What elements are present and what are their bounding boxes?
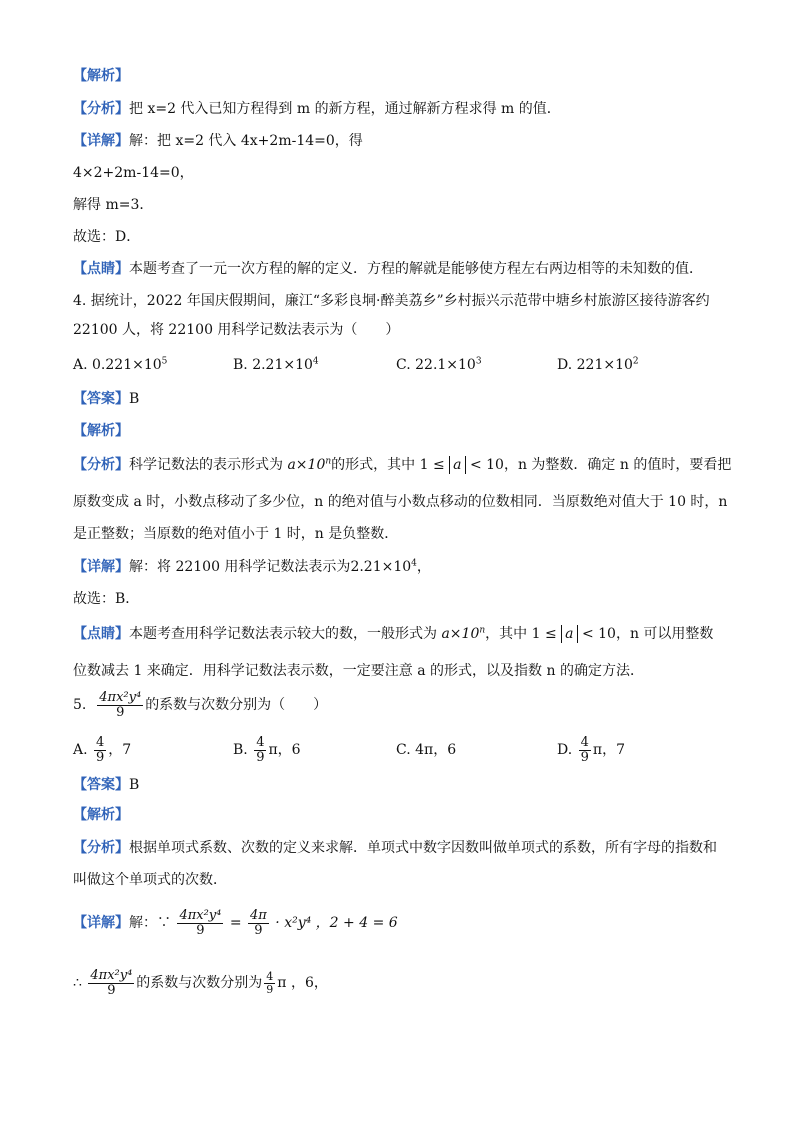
q4-detail: 【详解】解：将 22100 用科学记数法表示为$2.21\times 10^4$， bbox=[73, 558, 431, 575]
q4-stem-line2: 22100 人，将 22100 用科学记数法表示为（ ） bbox=[73, 322, 400, 338]
q5-option-a-fraction: $\frac{4}{9}$ bbox=[96, 734, 105, 765]
q3-detail: 【详解】解：把 x=2 代入 4x+2m-14=0，得 bbox=[73, 133, 363, 149]
q5-detail: 【详解】解：∵ $\frac{\text{4πx²y⁴}}{9}$ = $\frac{4\pi}{9}$ · x²y⁴ ，2 + 4 = 6 bbox=[73, 907, 398, 938]
q4-comment-line2: 位数减去 1 来确定．用科学记数法表示数，一定要注意 a 的形式，以及指数 n 的确定方法． bbox=[73, 663, 644, 679]
q4-stem-line1: 4. 据统计，2022 年国庆假期间，廉江“多彩良垌·醉美荔乡”乡村振兴示范带中塘乡村旅游区接待游客约 bbox=[73, 293, 710, 309]
q5-fenxi-line2: 叫做这个单项式的次数． bbox=[73, 872, 227, 888]
q5-analysis-heading: 【解析】 bbox=[73, 807, 129, 823]
q4-choice: 故选：B． bbox=[73, 591, 140, 607]
q3-step2: 解得 m=3． bbox=[73, 197, 154, 213]
q4-option-b: B. $2.21\times 10^4$ bbox=[233, 356, 319, 373]
q4-fenxi-line3: 是正整数；当原数的绝对值小于 1 时，n 是负整数． bbox=[73, 526, 399, 542]
q4-option-d: D. $221\times 10^2$ bbox=[557, 356, 639, 373]
q5-detail-fraction-1: $\frac{\text{4πx²y⁴}}{9}$ bbox=[179, 907, 222, 938]
q3-fenxi: 【分析】把 x=2 代入已知方程得到 m 的新方程，通过解新方程求得 m 的值． bbox=[73, 101, 561, 117]
q3-choice: 故选：D． bbox=[73, 229, 141, 245]
q4-analysis-heading: 【解析】 bbox=[73, 423, 129, 439]
q5-option-c: C. 4π，6 bbox=[396, 742, 457, 758]
q5-stem: 5. $\frac{\text{4πx²y⁴}}{9}$ 的系数与次数分别为（ ） bbox=[73, 689, 328, 720]
q5-fenxi-line1: 【分析】根据单项式系数、次数的定义来求解．单项式中数字因数叫做单项式的系数，所有字母的指数和 bbox=[73, 840, 717, 856]
q5-answer: 【答案】B bbox=[73, 777, 140, 793]
q5-option-a: A. $\frac{4}{9}$ ，7 bbox=[73, 734, 132, 765]
q5-option-d-fraction: $\frac{4}{9}$ bbox=[580, 734, 589, 765]
q4-answer: 【答案】B bbox=[73, 391, 140, 407]
q5-conclusion: ∴ $\frac{\text{4πx²y⁴}}{9}$ 的系数与次数分别为 $\frac{4}{9}$ π ，6， bbox=[73, 967, 328, 998]
q5-option-b: B. $\frac{4}{9}$ π，6 bbox=[233, 734, 301, 765]
q4-fenxi-line2: 原数变成 a 时，小数点移动了多少位，n 的绝对值与小数点移动的位数相同．当原数绝对值大于 10 时，n bbox=[73, 494, 728, 510]
q3-step1: 4×2+2m-14=0， bbox=[73, 165, 194, 181]
q3-comment: 【点睛】本题考查了一元一次方程的解的定义．方程的解就是能够使方程左右两边相等的未知数的值． bbox=[73, 261, 703, 277]
q5-conclusion-coef: $\frac{4}{9}$ bbox=[266, 969, 274, 996]
q5-detail-fraction-2: $\frac{4\pi}{9}$ bbox=[250, 907, 267, 938]
q4-fenxi-line1: 【分析】科学记数法的表示形式为 $a\times 10^n$的形式，其中 1 ≤ a < 10，n 为整数．确定 n 的值时，要看把 bbox=[73, 456, 732, 473]
q5-option-d: D. $\frac{4}{9}$ π，7 bbox=[557, 734, 626, 765]
q4-option-c: C. $22.1\times 10^3$ bbox=[396, 356, 482, 373]
q5-stem-fraction: $\frac{\text{4πx²y⁴}}{9}$ bbox=[99, 689, 142, 720]
q4-option-a: A. $0.221\times 10^5$ bbox=[73, 356, 168, 373]
q4-comment-line1: 【点睛】本题考查用科学记数法表示较大的数，一般形式为 $a\times 10^n$，其中 1 ≤ a < 10，n 可以用整数 bbox=[73, 625, 714, 642]
analysis-heading: 【解析】 bbox=[73, 68, 129, 84]
q5-conclusion-fraction: $\frac{\text{4πx²y⁴}}{9}$ bbox=[90, 967, 133, 998]
q5-option-b-fraction: $\frac{4}{9}$ bbox=[256, 734, 265, 765]
